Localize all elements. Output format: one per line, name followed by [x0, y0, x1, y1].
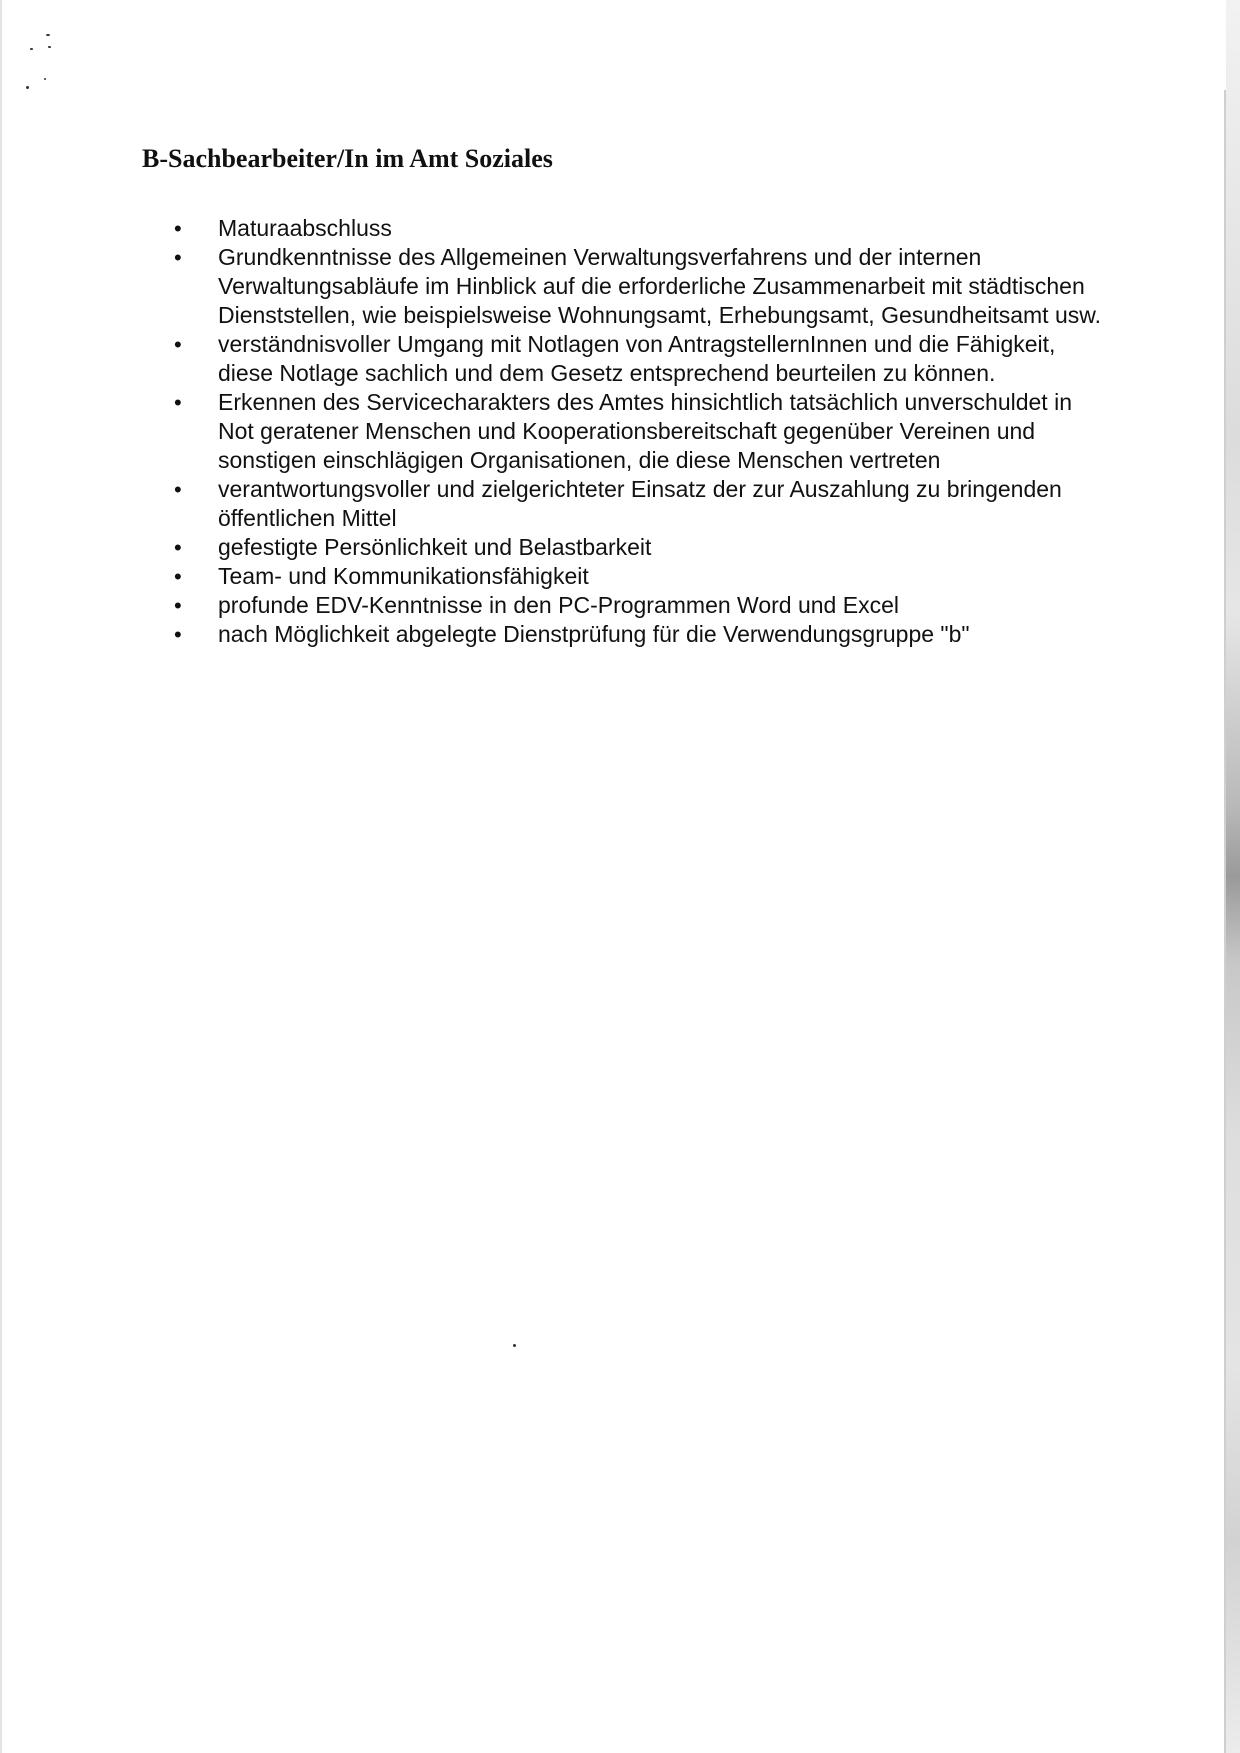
page-title: B-Sachbearbeiter/In im Amt Soziales — [142, 144, 553, 173]
requirement-text: Grundkenntnisse des Allgemeinen Verwaltungsverfahrens und der internen Verwaltungsabläufe im Hinblick auf die erforderliche Zusammenarbeit mit städtischen Dienststellen, wie beispielsweise Wohnungsamt, Erhebungsamt, Gesundheitsamt usw. — [218, 244, 1101, 328]
list-item — [170, 330, 1110, 388]
list-item — [170, 475, 1110, 533]
bullet-icon: • — [174, 216, 182, 241]
requirement-text: Team- und Kommunikationsfähigkeit — [218, 563, 589, 589]
requirement-text: Maturaabschluss — [218, 215, 392, 241]
scan-speck — [26, 86, 29, 89]
bullet-icon: • — [174, 245, 182, 270]
list-item — [170, 620, 1110, 649]
scan-right-edge-line — [1224, 90, 1226, 1753]
bullet-icon: • — [174, 332, 182, 357]
requirements-list — [170, 214, 1110, 649]
list-item — [170, 591, 1110, 620]
scan-speck — [46, 34, 50, 36]
bullet-icon: • — [174, 593, 182, 618]
bullet-icon: • — [174, 622, 182, 647]
requirement-text: verantwortungsvoller und zielgerichteter Einsatz der zur Auszahlung zu bringenden öffentlichen Mittel — [218, 476, 1062, 531]
list-item — [170, 388, 1110, 475]
scan-left-edge — [0, 0, 2, 1753]
list-item — [170, 243, 1110, 330]
requirement-text: verständnisvoller Umgang mit Notlagen von AntragstellernInnen und die Fähigkeit, diese Notlage sachlich und dem Gesetz entsprechend beurteilen zu können. — [218, 331, 1056, 386]
bullet-icon: • — [174, 390, 182, 415]
list-item — [170, 562, 1110, 591]
requirement-text: nach Möglichkeit abgelegte Dienstprüfung für die Verwendungsgruppe "b" — [218, 621, 970, 647]
list-item — [170, 214, 1110, 243]
scan-right-edge — [1226, 0, 1240, 1753]
scan-speck — [30, 48, 33, 50]
bullet-icon: • — [174, 535, 182, 560]
bullet-icon: • — [174, 477, 182, 502]
list-item — [170, 533, 1110, 562]
scan-speck — [48, 46, 51, 48]
scan-speck — [513, 1344, 516, 1347]
requirement-text: profunde EDV-Kenntnisse in den PC-Programmen Word und Excel — [218, 592, 899, 618]
requirement-text: Erkennen des Servicecharakters des Amtes hinsichtlich tatsächlich unverschuldet in Not geratener Menschen und Kooperationsbereitschaft gegenüber Vereinen und sonstigen einschlägigen Organisationen, die diese Menschen vertreten — [218, 389, 1072, 473]
requirement-text: gefestigte Persönlichkeit und Belastbarkeit — [218, 534, 652, 560]
scan-speck — [44, 78, 46, 80]
bullet-icon: • — [174, 564, 182, 589]
